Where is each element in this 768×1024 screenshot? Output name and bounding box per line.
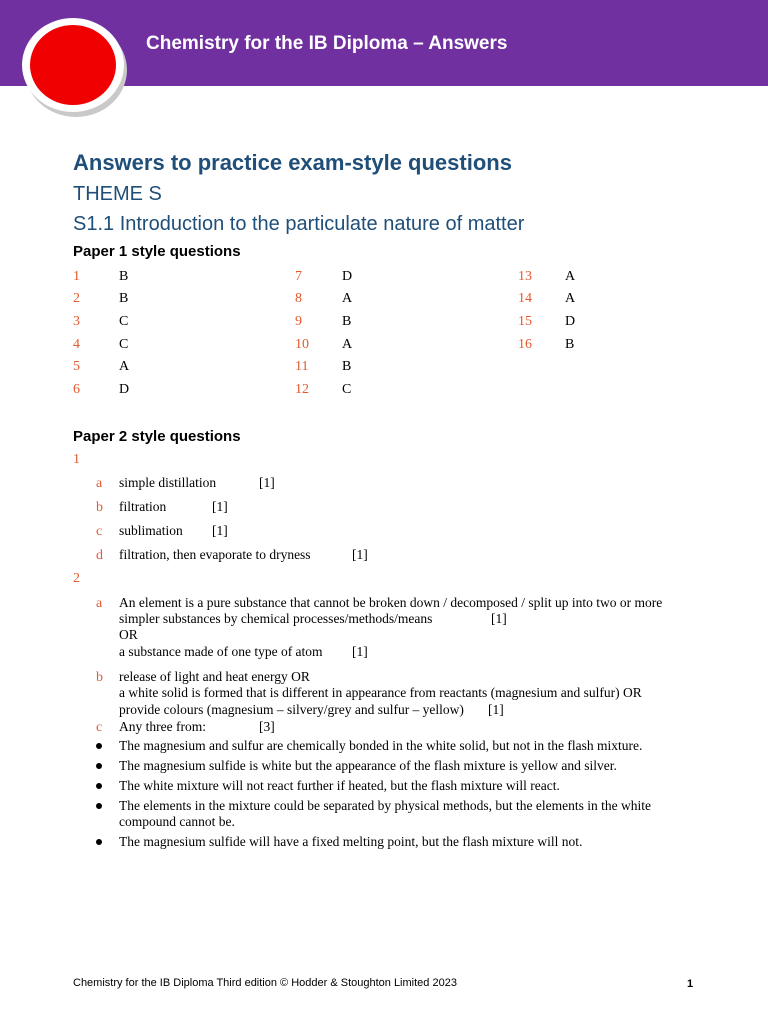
bullet-icon bbox=[96, 763, 102, 769]
p1-q16-answer: B bbox=[565, 337, 575, 352]
p1-q15-number: 15 bbox=[518, 314, 532, 329]
p2-q2b-line2: a white solid is formed that is different in appearance from reactants (magnesium and sulfur) OR bbox=[119, 685, 642, 700]
p2-q1b-mark: [1] bbox=[212, 499, 228, 514]
p1-q6-number: 6 bbox=[73, 382, 80, 397]
p2-q2-number: 2 bbox=[73, 571, 80, 586]
bullet-icon bbox=[96, 783, 102, 789]
p1-q3-answer: C bbox=[119, 314, 129, 329]
p2-q1c-text: sublimation bbox=[119, 523, 183, 538]
p2-q2c-label: c bbox=[96, 720, 103, 735]
p2-q1c-label: c bbox=[96, 524, 103, 539]
p2-q2b-mark: [1] bbox=[488, 702, 504, 717]
topic-heading: S1.1 Introduction to the particulate nature of matter bbox=[73, 213, 525, 235]
p1-q1-number: 1 bbox=[73, 269, 80, 284]
p2-q2c-mark: [3] bbox=[259, 719, 275, 734]
p2-q1d-label: d bbox=[96, 548, 103, 563]
p2-q2c-bullet-4-cont: compound cannot be. bbox=[119, 814, 235, 829]
p1-q12-answer: C bbox=[342, 382, 352, 397]
p2-q2a-mark1: [1] bbox=[491, 611, 507, 626]
p1-q5-number: 5 bbox=[73, 359, 80, 374]
p2-q1a-text: simple distillation bbox=[119, 475, 217, 490]
bullet-icon bbox=[96, 743, 102, 749]
bullet-icon bbox=[96, 839, 102, 845]
p2-q2c-bullet-2: The magnesium sulfide is white but the appearance of the flash mixture is yellow and silver. bbox=[119, 758, 617, 773]
p2-q2b-label: b bbox=[96, 670, 103, 685]
p1-q2-number: 2 bbox=[73, 291, 80, 306]
p2-q2c-bullet-3: The white mixture will not react further if heated, but the flash mixture will react. bbox=[119, 778, 560, 793]
p1-q3-number: 3 bbox=[73, 314, 80, 329]
paper2-heading: Paper 2 style questions bbox=[73, 428, 241, 445]
footer-copyright: Chemistry for the IB Diploma Third edition © Hodder & Stoughton Limited 2023 bbox=[73, 977, 457, 989]
p2-q1d-text: filtration, then evaporate to dryness bbox=[119, 547, 311, 562]
p2-q2a-line1: An element is a pure substance that cannot be broken down / decomposed / split up into two or more bbox=[119, 595, 663, 610]
p1-q8-number: 8 bbox=[295, 291, 302, 306]
p1-q7-number: 7 bbox=[295, 269, 302, 284]
p1-q2-answer: B bbox=[119, 291, 129, 306]
p1-q9-answer: B bbox=[342, 314, 352, 329]
p1-q8-answer: A bbox=[342, 291, 353, 306]
p1-q14-number: 14 bbox=[518, 291, 532, 306]
p1-q10-number: 10 bbox=[295, 337, 309, 352]
page-number: 1 bbox=[687, 978, 694, 990]
p2-q2a-mark2: [1] bbox=[352, 644, 368, 659]
p2-q1c-mark: [1] bbox=[212, 523, 228, 538]
p2-q1b-label: b bbox=[96, 500, 103, 515]
p2-q2a-label: a bbox=[96, 596, 103, 611]
p2-q1d-mark: [1] bbox=[352, 547, 368, 562]
bullet-icon bbox=[96, 803, 102, 809]
p2-q2a-line2: simpler substances by chemical processes/methods/means bbox=[119, 611, 433, 626]
p1-q12-number: 12 bbox=[295, 382, 309, 397]
p1-q13-answer: A bbox=[565, 269, 576, 284]
p1-q7-answer: D bbox=[342, 269, 353, 284]
p1-q10-answer: A bbox=[342, 337, 353, 352]
p1-q9-number: 9 bbox=[295, 314, 302, 329]
page-title: Answers to practice exam-style questions bbox=[73, 150, 512, 175]
p1-q1-answer: B bbox=[119, 269, 129, 284]
p1-q11-answer: B bbox=[342, 359, 352, 374]
p2-q2c-bullet-5: The magnesium sulfide will have a fixed melting point, but the flash mixture will not. bbox=[119, 834, 583, 849]
p1-q4-number: 4 bbox=[73, 337, 80, 352]
p2-q2b-line1: release of light and heat energy OR bbox=[119, 669, 310, 684]
p2-q2c-bullet-1: The magnesium and sulfur are chemically bonded in the white solid, but not in the flash mixture. bbox=[119, 738, 643, 753]
p2-q2c-bullet-4: The elements in the mixture could be separated by physical methods, but the elements in the white bbox=[119, 798, 651, 813]
p1-q13-number: 13 bbox=[518, 269, 532, 284]
header-title: Chemistry for the IB Diploma – Answers bbox=[146, 33, 508, 54]
p2-q2a-line4: a substance made of one type of atom bbox=[119, 644, 323, 659]
logo-red-circle bbox=[30, 25, 116, 105]
p2-q2c-text: Any three from: bbox=[119, 719, 206, 734]
theme-heading: THEME S bbox=[73, 183, 162, 205]
p2-q2b-line3: provide colours (magnesium – silvery/grey and sulfur – yellow) bbox=[119, 702, 464, 717]
p1-q16-number: 16 bbox=[518, 337, 532, 352]
p2-q1a-mark: [1] bbox=[259, 475, 275, 490]
p1-q6-answer: D bbox=[119, 382, 130, 397]
p1-q4-answer: C bbox=[119, 337, 129, 352]
p2-q1-number: 1 bbox=[73, 452, 80, 467]
p1-q14-answer: A bbox=[565, 291, 576, 306]
paper1-heading: Paper 1 style questions bbox=[73, 243, 241, 260]
p1-q5-answer: A bbox=[119, 359, 130, 374]
p1-q15-answer: D bbox=[565, 314, 576, 329]
p1-q11-number: 11 bbox=[295, 359, 309, 374]
p2-q2a-or: OR bbox=[119, 627, 138, 642]
p2-q1b-text: filtration bbox=[119, 499, 167, 514]
p2-q1a-label: a bbox=[96, 476, 103, 491]
